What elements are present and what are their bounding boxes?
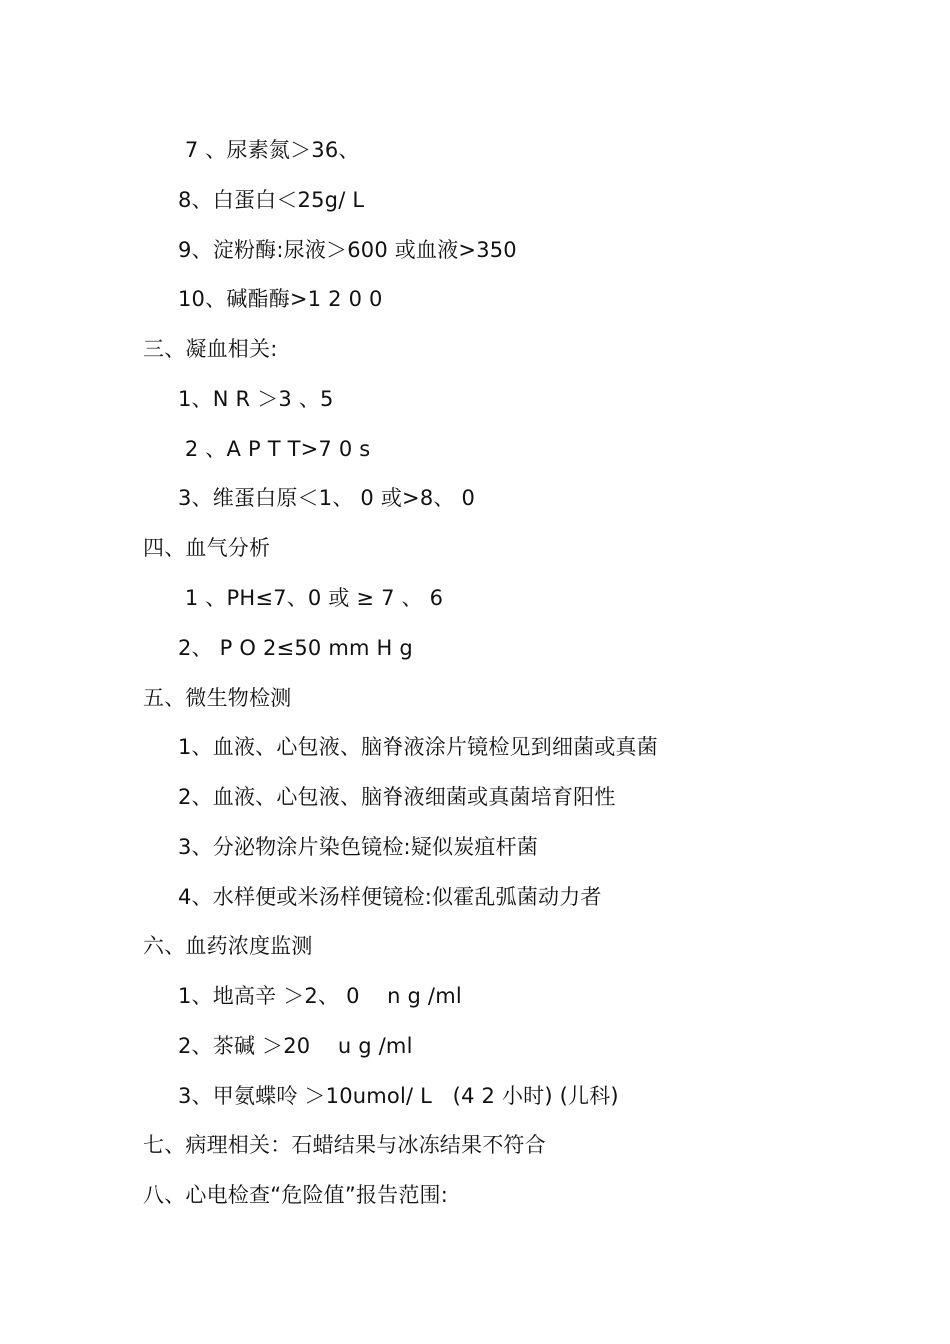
text-line: 3、分泌物涂片染色镜检:疑似炭疽杆菌	[178, 835, 539, 859]
text-line: 2、茶碱 ＞20 u g /ml	[178, 1034, 413, 1058]
text-line: 8、白蛋白＜25g/ L	[178, 188, 365, 212]
text-line: 1 、PH≤7、0 或 ≥ 7 、 6	[178, 586, 444, 610]
text-line: 7 、尿素氮＞36、	[178, 138, 360, 162]
text-line: 10、碱酯酶>1 2 0 0	[178, 287, 383, 311]
section-heading: 四、血气分析	[143, 536, 271, 560]
text-line: 3、维蛋白原＜1、 0 或>8、 0	[178, 486, 476, 510]
text-line: 9、淀粉酶:尿液＞600 或血液>350	[178, 238, 517, 262]
section-heading: 三、凝血相关:	[143, 337, 278, 361]
text-line: 1、血液、心包液、脑脊液涂片镜检见到细菌或真菌	[178, 735, 658, 759]
text-line: 2、血液、心包液、脑脊液细菌或真菌培育阳性	[178, 785, 616, 809]
text-line: 1、N R ＞3 、5	[178, 387, 334, 411]
section-heading: 八、心电检查“危险值”报告范围:	[143, 1183, 449, 1207]
text-line: 2 、A P T T>7 0 s	[178, 437, 371, 461]
text-line: 1、地高辛 ＞2、 0 n g /ml	[178, 984, 462, 1008]
section-heading: 六、血药浓度监测	[143, 934, 313, 958]
section-heading: 五、微生物检测	[143, 686, 292, 710]
text-line: 2、 P O 2≤50 mm H g	[178, 636, 413, 660]
text-line: 3、甲氨蝶呤 ＞10umol/ L (4 2 小时) (儿科)	[178, 1084, 619, 1108]
text-line: 4、水样便或米汤样便镜检:似霍乱弧菌动力者	[178, 885, 602, 909]
section-heading: 七、病理相关：石蜡结果与冰冻结果不符合	[143, 1133, 546, 1157]
